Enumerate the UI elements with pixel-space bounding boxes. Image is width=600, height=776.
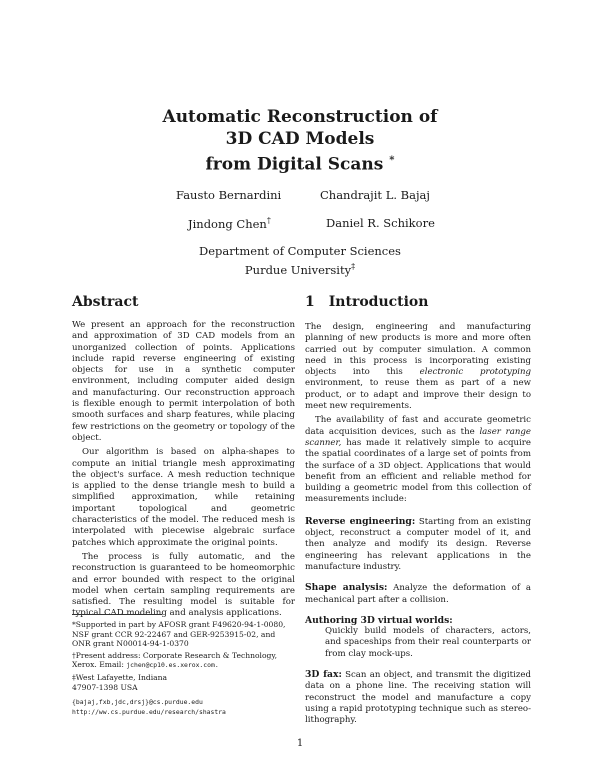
author-bernardini: Fausto Bernardini — [176, 188, 282, 202]
intro-body — [305, 322, 531, 736]
item-text: Starting from an existing object, reconstruct a computer model of it, and then analyze and modify its design. Reverse engineering has relevant applications in the manufacture industry. — [305, 516, 531, 572]
footnote-location-2: 47907-1398 USA — [72, 682, 138, 692]
footnote-email: jchen@cp10.es.xerox.com. — [126, 661, 219, 670]
item-text: Analyze the deformation of a mechanical part after a collision. — [305, 583, 531, 605]
title-line-3: from Digital Scans * — [205, 154, 395, 175]
item-text: Quickly build models of characters, actors, and spaceships from their real counterparts or from clay mock-ups. — [325, 626, 531, 659]
abstract-paragraph-3: The process is fully automatic, and the reconstruction is guaranteed to be homeomorphic and error bounded with respect to the original model when certain sampling requirements are satisfied. The resulting model is suitable for typical CAD modeling and analysis applications. — [72, 551, 295, 619]
abstract-body — [72, 320, 295, 623]
author-chen: Jindong Chen† — [188, 216, 271, 231]
intro-paragraph-1: The design, engineering and manufacturing planning of new products is more and more often carried out by computer simulation. A common need in this process is incorporating existing objects into this electronic prototyping environment, to reuse them as part of a new product, or to adapt and improve their design to meet new requirements. — [305, 322, 532, 412]
abstract-heading: Abstract — [72, 294, 139, 310]
abstract-paragraph-1: We present an approach for the reconstruction and approximation of 3D CAD models from an unorganized collection of points. Applications include rapid reverse engineering of existing objects for use in a synthetic computer environment, including computer aided design and manufacturing. Our reconstruction approach is flexible enough to permit interpolation of both smooth surfaces and sharp features, while placing few restrictions on the geometry or topology of the object. — [72, 320, 296, 443]
application-item — [305, 615, 531, 660]
page-number: 1 — [296, 738, 304, 749]
footnote-funding: *Supported in part by AFOSR grant F49620-94-1-0080, NSF grant CCR 92-22467 and GER-9253915-02, and ONR grant N00014-94-1-0370 — [72, 620, 286, 649]
university: Purdue University‡ — [244, 262, 356, 277]
application-item — [305, 582, 531, 606]
author-schikore: Daniel R. Schikore — [326, 216, 435, 230]
intro-paragraph-2: The availability of fast and accurate geometric data acquisition devices, such as the laser range scanner, has made it relatively simple to acquire the spatial coordinates of a large set of points from the surface of a 3D object. Applications that would benefit from an efficient and reliable method for building a geometric model from this collection of measurements include: — [305, 415, 531, 505]
intro-heading — [305, 294, 428, 310]
section-title: Introduction — [328, 294, 429, 310]
footnotes — [72, 620, 295, 717]
contact-emails: {bajaj,fxb,jdc,drsj}@cs.purdue.edu — [72, 698, 203, 707]
item-label: 3D fax: — [305, 669, 342, 681]
title-line-1: Automatic Reconstruction of — [162, 107, 438, 127]
item-label: Authoring 3D virtual worlds: — [305, 614, 453, 626]
item-label: Reverse engineering: — [305, 515, 416, 527]
title-footnote-mark: * — [389, 155, 395, 166]
footnote-present-address: †Present address: Corporate Research & Technology, Xerox. Email: jchen@cp10.es.xerox.com. — [72, 650, 278, 670]
abstract-paragraph-2: Our algorithm is based on alpha-shapes to compute an initial triangle mesh approximating the object's surface. A mesh reduction technique is applied to the dense triangle mesh to build a simplified approximation, while retaining important topological and geometric characteristics of the model. The reduced mesh is interpolated with piecewise algebraic surface patches which approximate the original points. — [72, 447, 295, 548]
affiliation — [0, 244, 600, 278]
item-text: Scan an object, and transmit the digitized data on a phone line. The receiving station will reconstruct the model and manufacture a copy using a rapid prototyping technique such as stereo-lithography. — [305, 670, 531, 726]
author-bajaj: Chandrajit L. Bajaj — [320, 188, 430, 202]
footnote-location-1: ‡West Lafayette, Indiana — [72, 672, 168, 682]
section-number: 1 — [305, 294, 315, 310]
application-item — [305, 669, 531, 726]
department: Department of Computer Sciences — [199, 244, 401, 258]
paper-title — [0, 106, 600, 176]
title-line-2: 3D CAD Models — [225, 129, 375, 149]
footnote-rule — [72, 614, 162, 615]
project-url[interactable]: http://ww.cs.purdue.edu/research/shastra — [72, 707, 226, 716]
application-item — [305, 516, 531, 573]
item-label: Shape analysis: — [305, 582, 388, 594]
